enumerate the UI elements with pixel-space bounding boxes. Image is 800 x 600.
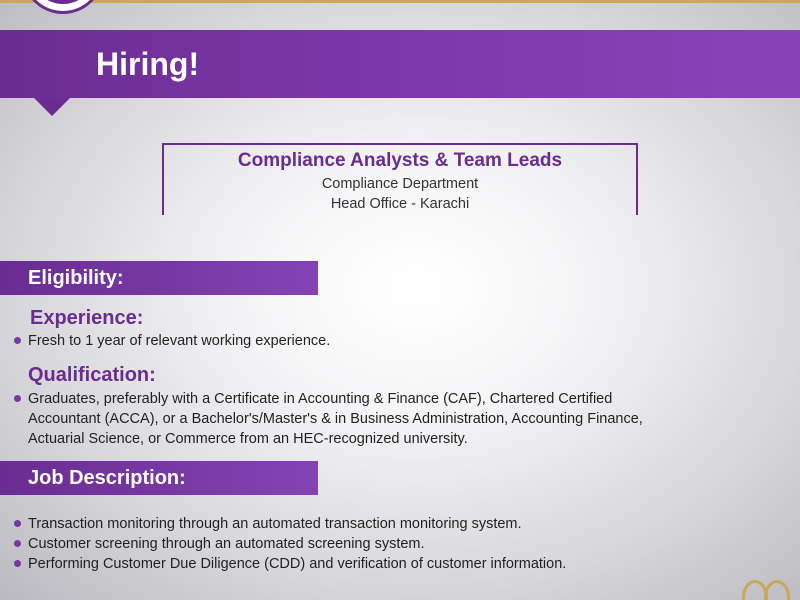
bullet-dot-icon xyxy=(14,540,21,547)
bullet-dot-icon xyxy=(14,395,21,402)
bullet-dot-icon xyxy=(14,520,21,527)
job-location: Head Office - Karachi xyxy=(330,196,470,212)
gold-emblem-icon xyxy=(736,574,800,600)
job-description-list xyxy=(14,514,694,574)
qualification-heading: Qualification: xyxy=(28,364,156,386)
list-item: Graduates, preferably with a Certificate in Accounting & Finance (CAF), Chartered Certified Accountant (ACCA), or a Bachelor's/Master's & in Business Administration, Accounting Finance, Actuarial Science, or Commerce from an HEC-recognized university. xyxy=(14,389,664,449)
experience-list xyxy=(14,331,694,351)
emblem-leaf-right xyxy=(764,580,790,600)
job-department: Compliance Department xyxy=(321,176,479,192)
job-title: Compliance Analysts & Team Leads xyxy=(237,150,563,171)
list-item: Customer screening through an automated screening system. xyxy=(14,534,694,554)
bullet-dot-icon xyxy=(14,337,21,344)
list-item: Fresh to 1 year of relevant working experience. xyxy=(14,331,694,351)
banner-title: Hiring! xyxy=(96,46,200,82)
list-item: Transaction monitoring through an automated transaction monitoring system. xyxy=(14,514,694,534)
logo-ring xyxy=(31,0,95,4)
list-item: Performing Customer Due Diligence (CDD) and verification of customer information. xyxy=(14,554,694,574)
job-info-box xyxy=(162,143,638,215)
experience-heading: Experience: xyxy=(30,307,144,329)
qualification-list xyxy=(14,389,664,449)
banner-pointer xyxy=(34,98,70,116)
job-description-heading: Job Description: xyxy=(0,461,318,495)
top-gold-line xyxy=(0,0,800,3)
eligibility-heading: Eligibility: xyxy=(0,261,318,295)
company-logo xyxy=(22,0,104,14)
bullet-dot-icon xyxy=(14,560,21,567)
